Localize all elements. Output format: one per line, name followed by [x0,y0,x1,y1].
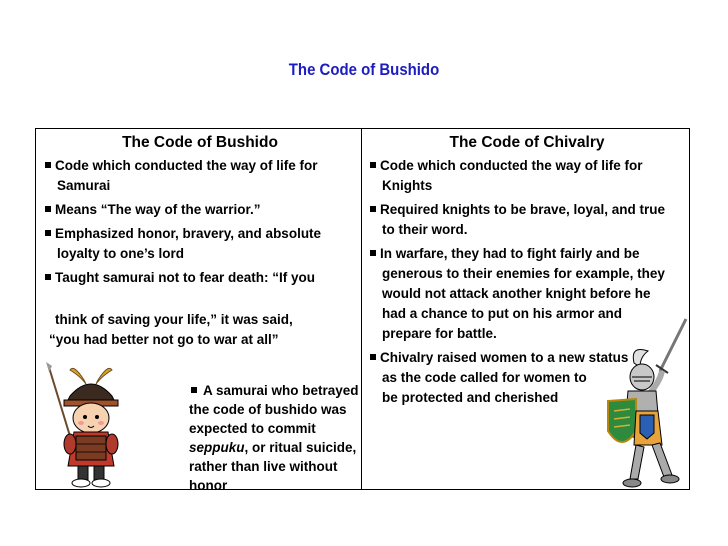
seppuku-text-pre: A samurai who betrayed the code of bushido was expected to commit [189,383,359,436]
chivalry-bullet-2-line2: to their word. [382,222,468,237]
seppuku-note [189,381,359,495]
seppuku-text-post: , or ritual suicide, rather than live without honor [189,440,357,493]
bushido-column [44,132,356,350]
bushido-bullet-4-line1: Taught samurai not to fear death: “If you [55,270,316,285]
bushido-quote [44,292,356,350]
chivalry-bullet-3-line1: In warfare, they had to fight fairly and be [380,246,640,261]
bushido-bullet-2-text: Means “The way of the warrior.” [55,202,261,217]
chivalry-bullet-1-line1: Code which conducted the way of life for [380,158,643,173]
bushido-bullet-4 [44,268,356,288]
chivalry-bullet-4-line2: as the code called for women to [382,370,587,385]
chivalry-bullet-3-line2: generous to their enemies for example, they [382,266,665,281]
chivalry-bullet-3-line4: had a chance to put on his armor and [382,306,623,321]
chivalry-bullet-1-line2: Knights [382,178,433,193]
knight-cartoon [590,315,690,491]
column-divider [361,128,362,490]
bushido-bullet-4-line3: “you had better not go to war at all” [49,332,279,347]
chivalry-bullet-4-line3: be protected and cherished [382,390,559,405]
chivalry-bullet-3-line3: would not attack another knight before he [382,286,651,301]
seppuku-bullet-icon [191,387,197,393]
bushido-heading: The Code of Bushido [122,134,278,151]
chivalry-bullet-4-line1: Chivalry raised women to a new status [380,350,629,365]
bushido-bullet-1 [44,156,356,196]
samurai-cartoon [44,362,134,490]
bushido-bullet-3 [44,224,356,264]
seppuku-word: seppuku [189,440,245,455]
bushido-bullet-1-line2: Samurai [57,178,111,193]
slide-title: The Code of Bushido [288,60,440,79]
bushido-bullet-2 [44,200,356,220]
chivalry-bullet-2-line1: Required knights to be brave, loyal, and true [380,202,666,217]
chivalry-bullet-1 [369,156,685,196]
bushido-bullet-3-line2: loyalty to one’s lord [57,246,185,261]
bushido-bullet-1-line1: Code which conducted the way of life for [55,158,318,173]
chivalry-heading: The Code of Chivalry [449,134,605,151]
chivalry-bullet-2 [369,200,685,240]
chivalry-bullet-3-line5: prepare for battle. [382,326,497,341]
bushido-bullet-3-line1: Emphasized honor, bravery, and absolute [55,226,322,241]
bushido-bullet-4-line2: think of saving your life,” it was said, [55,312,293,327]
